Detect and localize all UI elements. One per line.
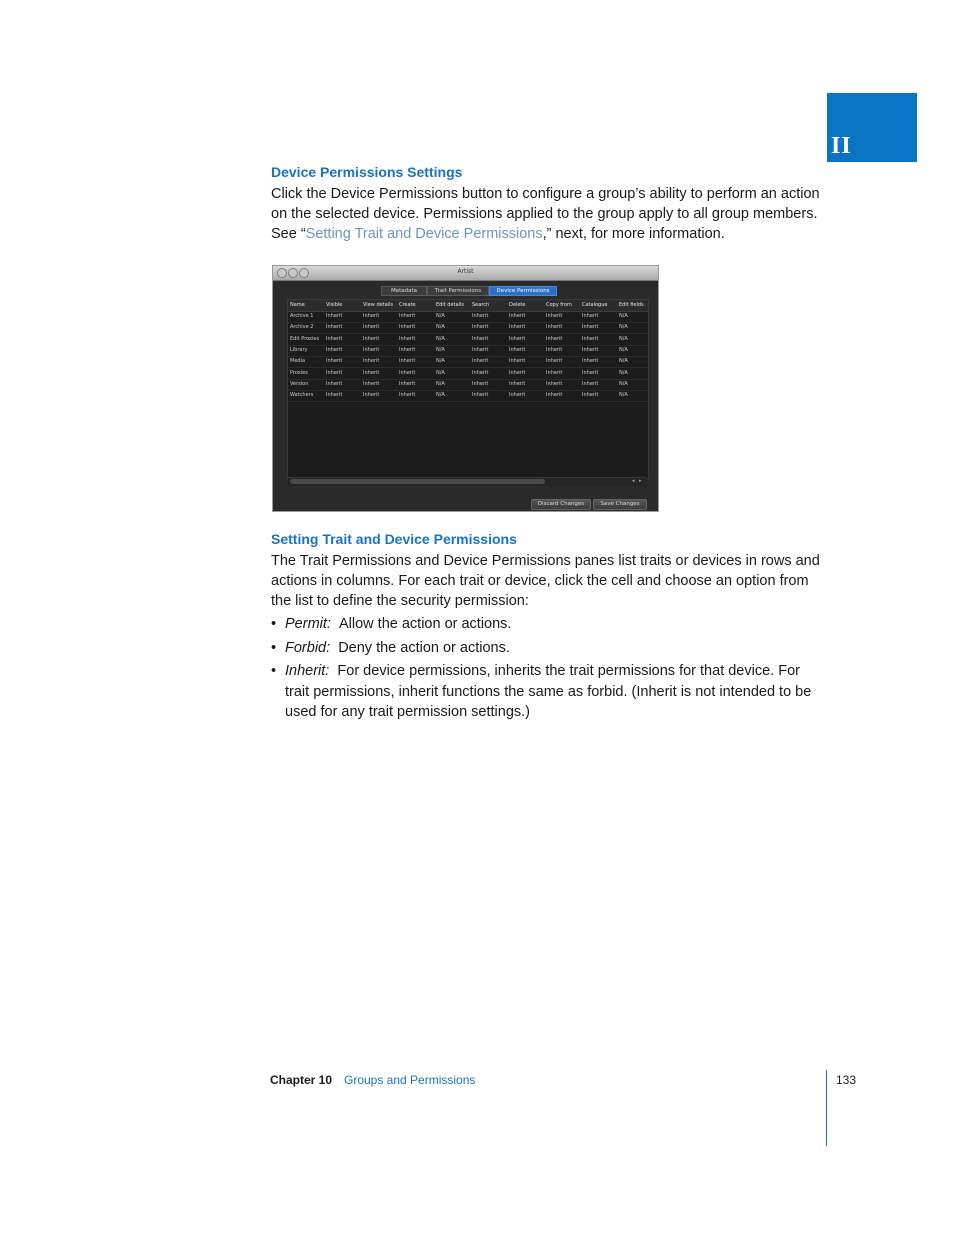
permission-cell[interactable]: N/A: [436, 369, 445, 376]
permission-cell[interactable]: Inherit: [472, 358, 489, 365]
section1-line-2: on the selected device. Permissions applied to the group apply to all group members.: [271, 206, 818, 222]
bullet-text: Deny the action or actions.: [338, 640, 510, 656]
permission-cell[interactable]: Inherit: [326, 346, 343, 353]
permission-cell[interactable]: Inherit: [399, 358, 416, 365]
permission-cell[interactable]: Inherit: [582, 324, 599, 331]
bullet-text: For device permissions, inherits the trait permissions for that device. For trait permissions, inherit functions the same as forbid. (Inherit is not intended to be used for any trait permission settings.): [285, 663, 812, 720]
section2-line-3: the list to define the security permission:: [271, 593, 529, 609]
tab-trait-permissions[interactable]: Trait Permissions: [427, 286, 489, 296]
permission-cell[interactable]: Inherit: [399, 369, 416, 376]
permission-cell[interactable]: Inherit: [363, 392, 380, 399]
tab-metadata[interactable]: Metadata: [381, 286, 427, 296]
table-row[interactable]: [288, 334, 648, 346]
permission-tabs: [381, 286, 557, 296]
permission-cell[interactable]: Inherit: [363, 358, 380, 365]
permission-cell[interactable]: N/A: [619, 346, 628, 353]
permission-cell[interactable]: Inherit: [582, 358, 599, 365]
column-header[interactable]: Name: [290, 302, 305, 308]
permission-cell[interactable]: Inherit: [472, 324, 489, 331]
permission-cell[interactable]: Inherit: [582, 369, 599, 376]
permission-cell[interactable]: Inherit: [546, 358, 563, 365]
device-name-cell: Watchers: [290, 392, 314, 399]
device-permissions-screenshot: [272, 265, 659, 512]
bullet-term: Forbid:: [285, 640, 331, 656]
permission-cell[interactable]: Inherit: [546, 335, 563, 342]
permission-cell[interactable]: Inherit: [546, 392, 563, 399]
permission-cell[interactable]: Inherit: [472, 313, 489, 319]
device-name-cell: Version: [290, 380, 309, 387]
permission-cell[interactable]: N/A: [619, 324, 628, 331]
permission-cell[interactable]: Inherit: [399, 313, 416, 319]
permission-cell[interactable]: Inherit: [363, 324, 380, 331]
bullet-forbid: [271, 638, 831, 659]
section2-line-1: The Trait Permissions and Device Permissions panes list traits or devices in rows and: [271, 553, 820, 569]
device-name-cell: Archive 1: [290, 313, 314, 319]
table-row[interactable]: [288, 356, 648, 368]
save-changes-button[interactable]: Save Changes: [593, 499, 647, 510]
permission-cell[interactable]: N/A: [436, 392, 445, 399]
footer-chapter-label: Chapter 10: [270, 1073, 333, 1087]
column-header[interactable]: Copy from: [546, 302, 572, 308]
permission-cell[interactable]: Inherit: [399, 380, 416, 387]
permission-cell[interactable]: Inherit: [472, 369, 489, 376]
table-row[interactable]: [288, 390, 648, 402]
permission-cell[interactable]: Inherit: [472, 392, 489, 399]
table-row[interactable]: [288, 368, 648, 380]
window-title: Artist: [457, 268, 474, 275]
column-header[interactable]: Search: [472, 302, 490, 308]
column-header[interactable]: Catalogue: [582, 302, 608, 308]
column-header[interactable]: Create: [399, 302, 416, 308]
scroll-right-icon[interactable]: ▸: [639, 478, 642, 484]
part-tab: [827, 93, 917, 162]
table-row[interactable]: [288, 311, 648, 323]
permission-cell[interactable]: Inherit: [363, 369, 380, 376]
permission-cell[interactable]: Inherit: [363, 346, 380, 353]
column-header[interactable]: View details: [363, 302, 394, 308]
tab-device-permissions[interactable]: Device Permissions: [489, 286, 557, 296]
permission-cell[interactable]: Inherit: [509, 324, 526, 331]
table-row[interactable]: [288, 345, 648, 357]
permission-cell[interactable]: Inherit: [326, 313, 343, 319]
permission-cell[interactable]: Inherit: [509, 335, 526, 342]
permission-cell[interactable]: Inherit: [326, 335, 343, 342]
see-suffix: ,” next, for more information.: [542, 226, 725, 242]
permission-cell[interactable]: Inherit: [582, 335, 599, 342]
scroll-left-icon[interactable]: ◂: [632, 478, 635, 484]
permission-cell[interactable]: N/A: [436, 324, 445, 331]
page-number: 133: [836, 1073, 857, 1087]
bullet-dot-icon: •: [271, 616, 277, 632]
column-header[interactable]: Visible: [326, 302, 343, 308]
table-row[interactable]: [288, 379, 648, 391]
permission-cell[interactable]: Inherit: [509, 392, 526, 399]
footer-chapter-title: Groups and Permissions: [344, 1073, 476, 1087]
device-name-cell: Edit Proxies: [290, 335, 320, 342]
permission-cell[interactable]: N/A: [619, 313, 628, 319]
permission-cell[interactable]: Inherit: [399, 392, 416, 399]
permission-cell[interactable]: N/A: [619, 335, 628, 342]
permission-cell[interactable]: Inherit: [546, 346, 563, 353]
permissions-table: [287, 299, 649, 479]
bullet-dot-icon: •: [271, 663, 277, 679]
section-heading-device-permissions: Device Permissions Settings: [271, 164, 463, 180]
device-name-cell: Library: [290, 346, 308, 353]
permission-cell[interactable]: Inherit: [582, 313, 599, 319]
permission-cell[interactable]: Inherit: [326, 380, 343, 387]
section-heading-setting-permissions: Setting Trait and Device Permissions: [271, 531, 517, 547]
permission-cell[interactable]: Inherit: [582, 392, 599, 399]
permission-cell[interactable]: Inherit: [509, 313, 526, 319]
footer-divider: [826, 1070, 827, 1146]
permission-cell[interactable]: N/A: [619, 380, 628, 387]
permission-cell[interactable]: Inherit: [326, 324, 343, 331]
bullet-inherit: [271, 661, 816, 723]
permission-cell[interactable]: N/A: [436, 346, 445, 353]
permission-cell[interactable]: Inherit: [509, 380, 526, 387]
permission-cell[interactable]: Inherit: [472, 380, 489, 387]
section1-line-1: Click the Device Permissions button to configure a group’s ability to perform an action: [271, 186, 820, 202]
table-row[interactable]: [288, 322, 648, 334]
window-titlebar: [273, 266, 658, 281]
bullet-text: Allow the action or actions.: [338, 616, 512, 632]
part-tab-label: II: [831, 133, 852, 159]
permission-cell[interactable]: Inherit: [582, 346, 599, 353]
permission-cell[interactable]: Inherit: [326, 358, 343, 365]
permission-cell[interactable]: Inherit: [363, 313, 380, 319]
permission-cell[interactable]: N/A: [436, 358, 445, 365]
section1-paragraph: [271, 184, 831, 244]
column-header[interactable]: Edit fields: [619, 302, 644, 308]
permission-cell[interactable]: Inherit: [399, 346, 416, 353]
bullet-dot-icon: •: [271, 640, 277, 656]
discard-changes-button[interactable]: Discard Changes: [531, 499, 591, 510]
bullet-term: Permit:: [285, 616, 331, 632]
device-name-cell: Proxies: [290, 369, 308, 376]
permission-cell[interactable]: Inherit: [582, 380, 599, 387]
permission-cell[interactable]: Inherit: [509, 358, 526, 365]
section2-paragraph: [271, 551, 831, 611]
permission-cell[interactable]: Inherit: [509, 369, 526, 376]
cross-reference-link[interactable]: Setting Trait and Device Permissions: [305, 226, 543, 242]
permission-cell[interactable]: Inherit: [546, 380, 563, 387]
permission-cell[interactable]: N/A: [436, 313, 445, 319]
permission-cell[interactable]: N/A: [619, 358, 628, 365]
permission-cell[interactable]: Inherit: [363, 380, 380, 387]
permission-cell[interactable]: Inherit: [509, 346, 526, 353]
permission-cell[interactable]: Inherit: [546, 313, 563, 319]
permission-cell[interactable]: N/A: [436, 335, 445, 342]
permission-cell[interactable]: Inherit: [472, 346, 489, 353]
permission-cell[interactable]: N/A: [619, 369, 628, 376]
permission-cell[interactable]: Inherit: [326, 392, 343, 399]
permission-cell[interactable]: Inherit: [363, 335, 380, 342]
permission-cell[interactable]: Inherit: [472, 335, 489, 342]
device-name-cell: Media: [290, 358, 306, 365]
see-prefix: See “: [271, 226, 306, 242]
permission-cell[interactable]: Inherit: [546, 324, 563, 331]
permission-cell[interactable]: Inherit: [546, 369, 563, 376]
scrollbar-thumb[interactable]: [290, 479, 545, 484]
column-header[interactable]: Edit details: [436, 302, 464, 308]
permission-cell[interactable]: Inherit: [399, 324, 416, 331]
section1-line-3: [271, 224, 831, 244]
bullet-permit: [271, 614, 831, 635]
section2-line-2: actions in columns. For each trait or device, click the cell and choose an option from: [271, 573, 809, 589]
permission-cell[interactable]: N/A: [619, 392, 628, 399]
bullet-term: Inherit:: [285, 663, 330, 679]
column-header[interactable]: Delete: [509, 302, 526, 308]
device-name-cell: Archive 2: [290, 324, 314, 331]
permission-cell[interactable]: Inherit: [399, 335, 416, 342]
permission-cell[interactable]: Inherit: [326, 369, 343, 376]
horizontal-scrollbar[interactable]: [288, 477, 646, 486]
permission-cell[interactable]: N/A: [436, 380, 445, 387]
